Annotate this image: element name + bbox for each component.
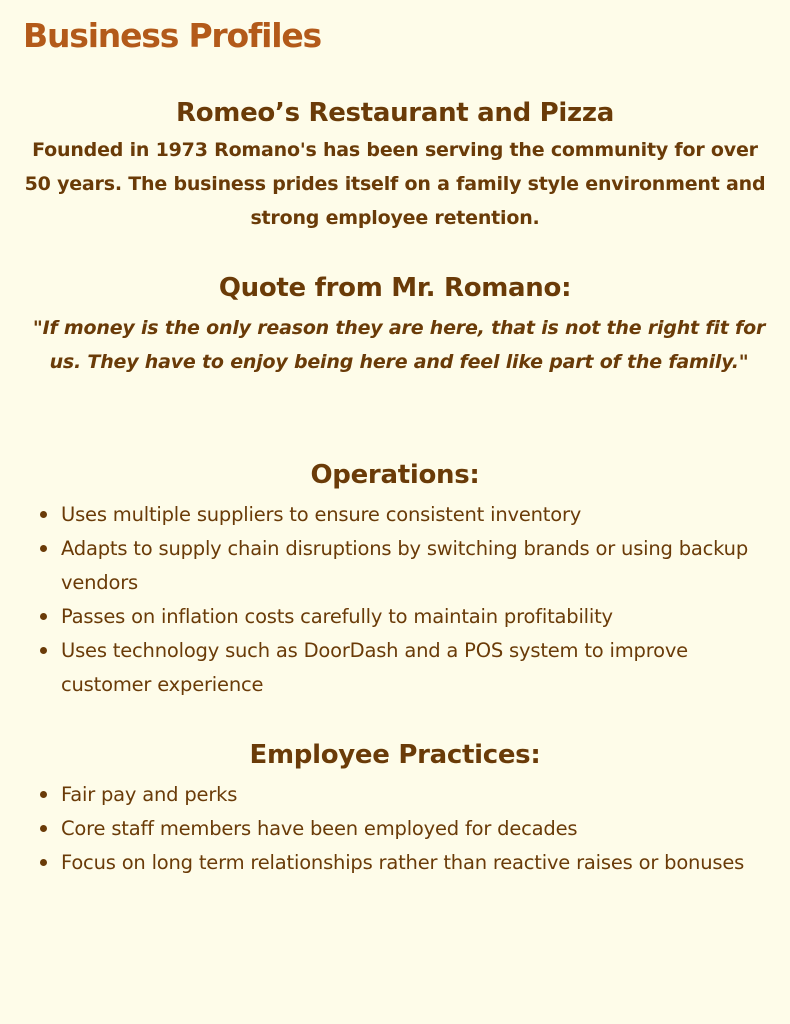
list-item (0, 498, 790, 532)
list-item-text: Fair pay and perks (61, 783, 238, 806)
list-item (0, 778, 790, 812)
employee-practices-heading: Employee Practices: (249, 740, 541, 770)
list-item (0, 846, 790, 880)
business-description: Founded in 1973 Romano's has been serving the community for over 50 years. The business prides itself on a family style environment and strong employee retention. (24, 139, 766, 229)
list-item-text: Focus on long term relationships rather than reactive raises or bonuses (61, 851, 745, 874)
bullet-icon (40, 859, 47, 866)
employee-practices-list (0, 778, 790, 880)
list-item (0, 634, 790, 702)
business-name-heading: Romeo’s Restaurant and Pizza (176, 98, 614, 128)
bullet-icon (40, 613, 47, 620)
owner-quote: "If money is the only reason they are here, that is not the right fit for us. They have to enjoy being here and feel like part of the family." (32, 317, 766, 373)
list-item-text: Core staff members have been employed for decades (61, 817, 578, 840)
bullet-icon (40, 511, 47, 518)
list-item-text: Adapts to supply chain disruptions by switching brands or using backup vendors (61, 537, 748, 594)
list-item-text: Uses multiple suppliers to ensure consistent inventory (61, 503, 582, 526)
quote-heading: Quote from Mr. Romano: (218, 273, 572, 303)
page-title: Business Profiles (23, 16, 321, 55)
list-item (0, 532, 790, 600)
bullet-icon (40, 791, 47, 798)
list-item-text: Uses technology such as DoorDash and a POS system to improve customer experience (61, 639, 688, 696)
list-item-text: Passes on inflation costs carefully to maintain profitability (61, 605, 613, 628)
list-item (0, 812, 790, 846)
bullet-icon (40, 545, 47, 552)
operations-list (0, 498, 790, 702)
bullet-icon (40, 825, 47, 832)
list-item (0, 600, 790, 634)
operations-heading: Operations: (310, 460, 480, 490)
bullet-icon (40, 647, 47, 654)
